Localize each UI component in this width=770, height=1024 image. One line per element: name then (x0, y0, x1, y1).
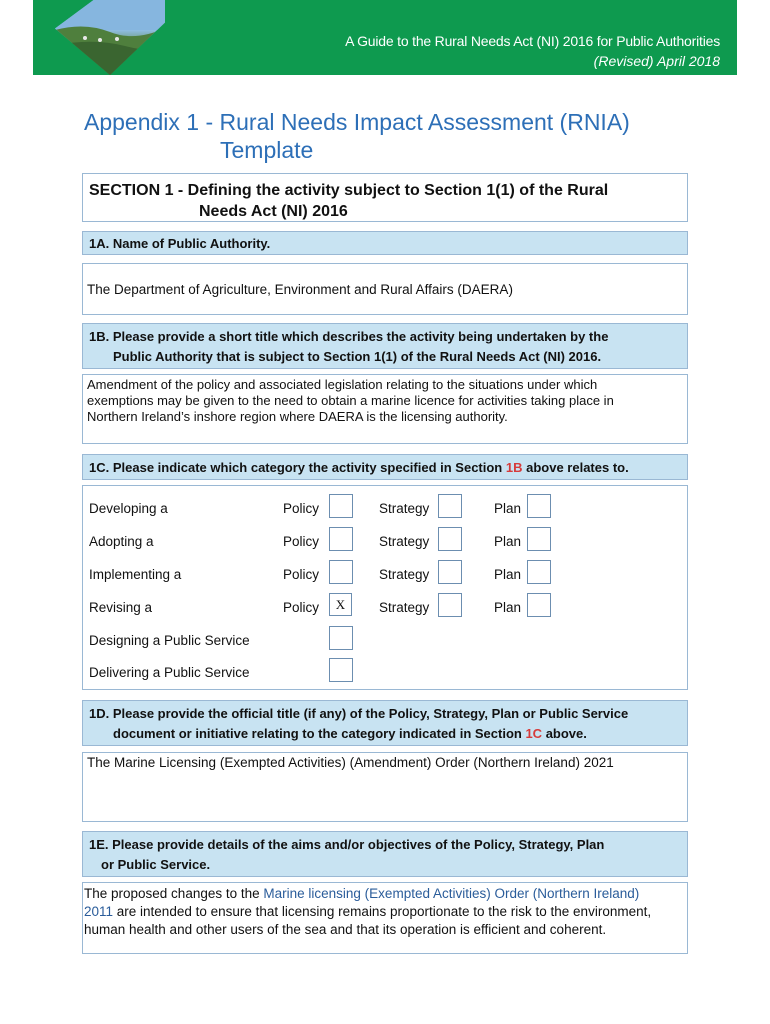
q1e-answer (83, 883, 687, 941)
q1d-label-box (82, 700, 688, 746)
q1e-order-reference: Marine licensing (Exempted Activities) Order (Northern Ireland) (263, 886, 640, 901)
implementing-strategy-checkbox[interactable] (438, 560, 462, 584)
q1c-label-post: above relates to. (522, 460, 629, 475)
q1c-row-developing (89, 494, 679, 522)
policy-label: Policy (283, 534, 320, 549)
q1d-line2 (89, 724, 681, 744)
q1d-answer: The Marine Licensing (Exempted Activities) (Amendment) Order (Northern Ireland) 2021 (87, 755, 614, 770)
q1e-answer-post1: are intended to ensure that licensing remains proportionate to the risk to the environment, (113, 904, 652, 919)
q1a-label-box (82, 231, 688, 255)
q1e-answer-box[interactable] (82, 882, 688, 954)
q1c-row-designing (89, 626, 679, 654)
appendix-title-line1: Appendix 1 - Rural Needs Impact Assessment (RNIA) (84, 109, 630, 135)
q1c-label-pre: 1C. Please indicate which category the activity specified in Section (89, 460, 506, 475)
q1e-answer-pre: The proposed changes to the (84, 886, 264, 901)
developing-strategy-checkbox[interactable] (438, 494, 462, 518)
section1-heading (89, 180, 681, 222)
strategy-label: Strategy (379, 501, 430, 516)
q1e-order-year: 2011 (84, 904, 114, 919)
section1-line1: SECTION 1 - Defining the activity subject to Section 1(1) of the Rural (89, 182, 609, 199)
adopting-policy-checkbox[interactable] (329, 527, 353, 551)
q1b-answer-line2: exemptions may be given to the need to obtain a marine licence for activities taking place in (87, 393, 614, 408)
q1b-line1: 1B. Please provide a short title which describes the activity being undertaken by the (89, 329, 609, 344)
delivering-service-checkbox[interactable] (329, 658, 353, 682)
plan-label: Plan (494, 600, 522, 615)
q1c-options-box (82, 485, 688, 690)
q1c-row-delivering (89, 658, 679, 686)
policy-label: Policy (283, 567, 320, 582)
designing-service-checkbox[interactable] (329, 626, 353, 650)
q1c-label-box (82, 454, 688, 480)
strategy-label: Strategy (379, 567, 430, 582)
adopting-strategy-checkbox[interactable] (438, 527, 462, 551)
strategy-label: Strategy (379, 534, 430, 549)
q1d-line2-pre: document or initiative relating to the category indicated in Section (113, 726, 526, 741)
adopting-plan-checkbox[interactable] (527, 527, 551, 551)
q1d-section-ref: 1C (525, 726, 543, 741)
q1d-line2-post: above. (542, 726, 587, 741)
policy-label: Policy (283, 600, 320, 615)
q1a-answer-box[interactable] (82, 263, 688, 315)
q1a-label: 1A. Name of Public Authority. (89, 236, 271, 251)
q1e-line2: or Public Service. (101, 857, 211, 872)
q1c-row-adopting (89, 527, 679, 555)
appendix-title (84, 108, 684, 164)
q1c-row-label: Adopting a (89, 534, 154, 549)
implementing-plan-checkbox[interactable] (527, 560, 551, 584)
q1a-answer: The Department of Agriculture, Environment and Rural Affairs (DAERA) (87, 282, 513, 297)
plan-label: Plan (494, 501, 522, 516)
q1b-answer (83, 375, 687, 429)
section1-line2: Needs Act (NI) 2016 (199, 203, 348, 220)
q1b-label-box (82, 323, 688, 369)
q1b-answer-box[interactable] (82, 374, 688, 444)
q1c-row-label: Developing a (89, 501, 168, 516)
developing-plan-checkbox[interactable] (527, 494, 551, 518)
plan-label: Plan (494, 534, 522, 549)
q1e-label-box (82, 831, 688, 877)
q1c-row-implementing (89, 560, 679, 588)
q1e-label (83, 832, 687, 880)
q1c-row-label: Implementing a (89, 567, 182, 582)
q1d-line1: 1D. Please provide the official title (if any) of the Policy, Strategy, Plan or Public Service (89, 706, 629, 721)
q1e-answer-post2: human health and other users of the sea and that its operation is efficient and coherent. (84, 922, 607, 937)
q1b-answer-line3: Northern Ireland’s inshore region where DAERA is the licensing authority. (87, 409, 508, 424)
revising-strategy-checkbox[interactable] (438, 593, 462, 617)
q1c-label (83, 455, 687, 483)
implementing-policy-checkbox[interactable] (329, 560, 353, 584)
q1e-line1: 1E. Please provide details of the aims and/or objectives of the Policy, Strategy, Plan (89, 837, 605, 852)
strategy-label: Strategy (379, 600, 430, 615)
revising-policy-checkbox[interactable]: X (329, 593, 352, 616)
revising-plan-checkbox[interactable] (527, 593, 551, 617)
q1b-line2: Public Authority that is subject to Section 1(1) of the Rural Needs Act (NI) 2016. (113, 349, 602, 364)
q1b-label (83, 324, 687, 372)
q1c-row-label: Revising a (89, 600, 153, 615)
q1b-answer-line1: Amendment of the policy and associated legislation relating to the situations under which (87, 377, 598, 392)
delivering-label: Delivering a Public Service (89, 665, 250, 680)
designing-label: Designing a Public Service (89, 633, 250, 648)
section1-heading-box (82, 173, 688, 222)
developing-policy-checkbox[interactable] (329, 494, 353, 518)
appendix-title-line2: Template (220, 137, 314, 163)
policy-label: Policy (283, 501, 320, 516)
header-subtitle: (Revised) April 2018 (593, 53, 720, 69)
q1d-answer-box[interactable] (82, 752, 688, 822)
q1c-row-revising (89, 593, 679, 621)
plan-label: Plan (494, 567, 522, 582)
header-title: A Guide to the Rural Needs Act (NI) 2016 for Public Authorities (345, 33, 720, 49)
q1c-section-ref: 1B (505, 460, 523, 475)
q1d-label (83, 701, 687, 749)
